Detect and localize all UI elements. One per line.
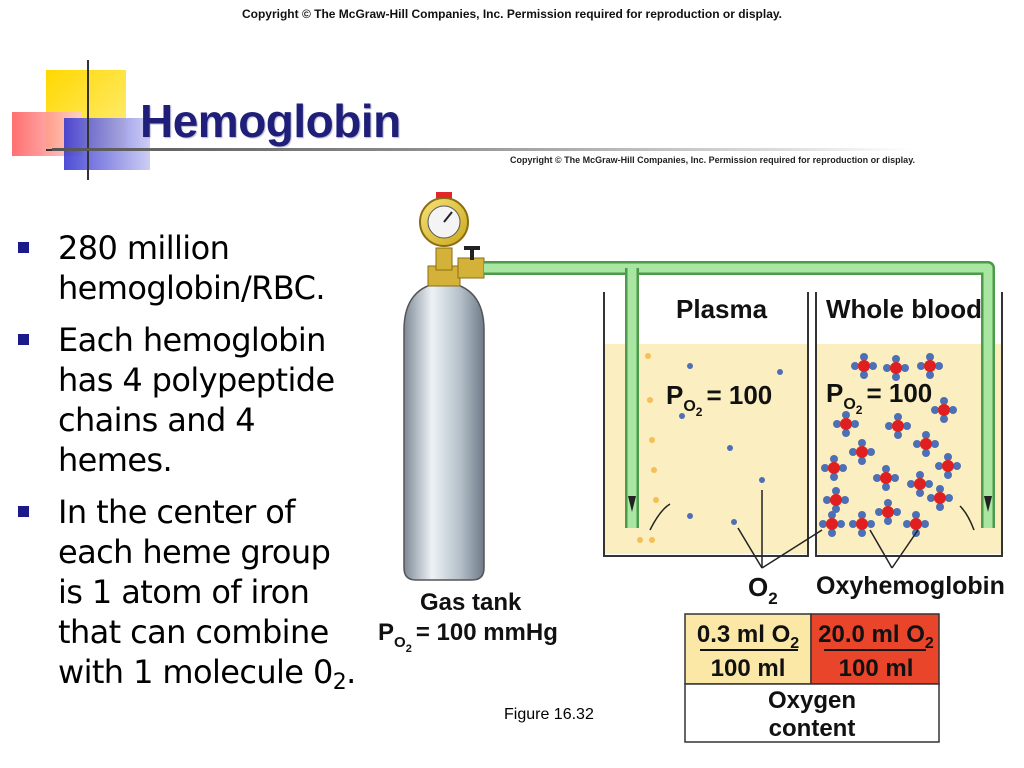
gas-tank-po2-label: $P_{O2}= 100$ mmHg: [378, 619, 558, 655]
header-copyright: Copyright © The McGraw-Hill Companies, Inc. Permission required for reproduction or display.: [241, 7, 783, 21]
bullet-text: Each hemoglobin has 4 polypeptide chains and 4 hemes.: [58, 321, 335, 479]
figure-caption: Figure 16.32: [504, 706, 594, 723]
blood-content-top: 20.0 ml $O_2$: [818, 621, 934, 652]
bullet-text: In the center of each heme group is 1 atom of iron that can combine with 1 molecule 0: [58, 493, 333, 691]
title-rule: [52, 148, 912, 151]
pressure-gauge-icon: [420, 192, 468, 246]
bullet-list: [18, 228, 358, 715]
bullet-text: 280 million hemoglobin/RBC.: [58, 229, 325, 307]
o2-label: $O_2$: [748, 572, 778, 608]
bullet-item: [18, 228, 358, 308]
bullet-text-end: .: [346, 653, 356, 691]
bullet-item: [18, 492, 358, 703]
blood-po2-label: $P_O2= 100$: [826, 378, 933, 417]
bullet-item: [18, 320, 358, 480]
whole-blood-label: Whole blood: [826, 294, 982, 324]
bullet-square-icon: [18, 334, 29, 345]
slide-title: Hemoglobin: [140, 95, 401, 147]
bullet-subscript: 2: [332, 670, 347, 695]
gas-tank-label: Gas tank: [420, 589, 522, 616]
blood-content-bottom: 100 ml: [838, 655, 914, 682]
bullet-square-icon: [18, 506, 29, 517]
oxygen-content-figure: [370, 180, 1024, 768]
plasma-po2-label: $P_O2= 100$: [666, 380, 773, 419]
gas-tank: [404, 248, 484, 580]
plasma-label: Plasma: [676, 294, 768, 324]
plasma-content-bottom: 100 ml: [710, 655, 786, 682]
valve-icon: [458, 246, 484, 278]
plasma-content-top: 0.3 ml $O_2$: [696, 621, 800, 652]
figure-copyright: Copyright © The McGraw-Hill Companies, Inc. Permission required for reproduction or display.: [510, 155, 916, 165]
oxygen-content-line2: content: [768, 715, 856, 742]
bullet-square-icon: [18, 242, 29, 253]
oxyhemoglobin-label: Oxyhemoglobin: [816, 572, 1005, 600]
oxygen-content-line1: Oxygen: [767, 687, 857, 714]
